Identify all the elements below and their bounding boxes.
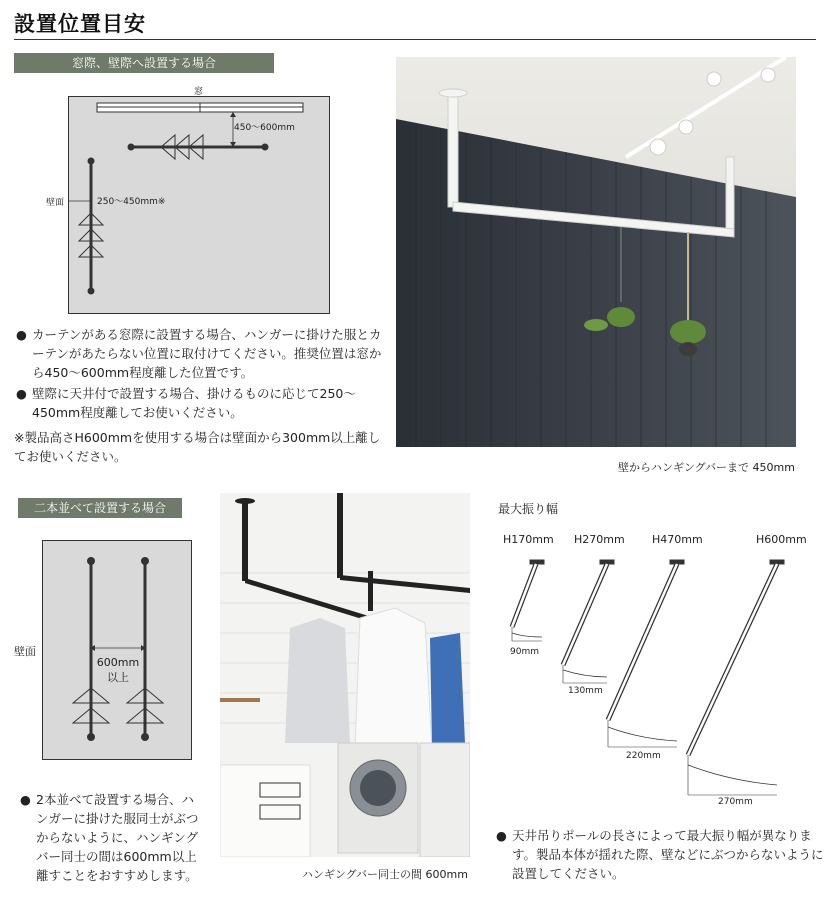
swing-width-90: 90mm (510, 647, 539, 657)
hanging-shirt-white (355, 608, 432, 748)
swing-width-130: 130mm (568, 686, 603, 696)
ceiling-pole-right (726, 157, 734, 235)
swing-height-270: H270mm (574, 533, 625, 546)
bullet-icon: ● (20, 792, 31, 807)
window-distance-label: 450〜600mm (234, 123, 295, 133)
swing-height-170: H170mm (503, 533, 554, 546)
bullet-icon: ● (16, 386, 27, 401)
list-item (16, 384, 386, 422)
list-item (16, 325, 386, 382)
spacing-value: 600mm (96, 656, 140, 669)
spacing-suffix: 以上 (107, 671, 129, 684)
title-divider (14, 39, 816, 40)
window-installation-photo (396, 57, 796, 447)
wall-distance-label: 250〜450mm※ (97, 197, 166, 207)
wall-label-2: 壁面 (14, 645, 36, 658)
section1-note: ※製品高さH600mmを使用する場合は壁面から300mm以上離してお使いください。 (14, 430, 381, 464)
bullet-text: 2本並べて設置する場合、ハンガーに掛けた服同士がぶつからないように、ハンギングバー同士の間は600mm以上離すことをおすすめします。 (36, 792, 199, 883)
ceiling-pole-left (448, 89, 458, 207)
laundry-room-photo (220, 493, 470, 857)
bullet-text: 壁際に天井付で設置する場合、掛けるものに応じて250〜450mm程度離してお使いください。 (32, 386, 356, 420)
hanging-shirt-blue (430, 633, 465, 743)
max-swing-heading: 最大振り幅 (498, 502, 559, 516)
swing-diagram-svg (490, 555, 830, 815)
bullet-text: 天井吊りポールの長さによって最大振り幅が異なります。製品本体が揺れた際、壁などにぶつからないように設置してください。 (512, 828, 824, 881)
spacing-label (95, 656, 141, 685)
section2-bullets (20, 790, 200, 887)
bullet-text: カーテンがある窓際に設置する場合、ハンガーに掛けた服とカーテンがあたらない位置に取付けてください。推奨位置は窓から450〜600mm程度離した位置です。 (32, 327, 382, 380)
photo1-caption: 壁からハンギングバーまで 450mm (618, 461, 795, 474)
hanging-shirt-grey (285, 618, 350, 743)
swing-width-270: 270mm (718, 797, 753, 807)
window-label: 窓 (194, 87, 204, 97)
window-photo-svg (396, 57, 796, 447)
laundry-photo-svg (220, 493, 470, 857)
bullet-icon: ● (16, 327, 27, 342)
swing-diagram (490, 555, 830, 815)
list-item (496, 826, 826, 883)
bullet-icon: ● (496, 828, 507, 843)
section-band-window-wall: 窓際、壁際へ設置する場合 (14, 53, 274, 73)
swing-width-220: 220mm (626, 751, 661, 761)
swing-height-470: H470mm (652, 533, 703, 546)
wall-label: 壁面 (46, 198, 65, 208)
swing-height-600: H600mm (756, 533, 807, 546)
list-item (20, 790, 200, 885)
page-title: 設置位置目安 (14, 12, 146, 36)
two-bars-diagram (42, 540, 192, 760)
section-band-two-bars: 二本並べて設置する場合 (18, 498, 182, 518)
section1-bullets (16, 325, 386, 424)
photo2-caption: ハンギングバー同士の間 600mm (302, 868, 468, 881)
two-bars-diagram-svg (43, 541, 193, 761)
section3-bullets (496, 826, 826, 885)
